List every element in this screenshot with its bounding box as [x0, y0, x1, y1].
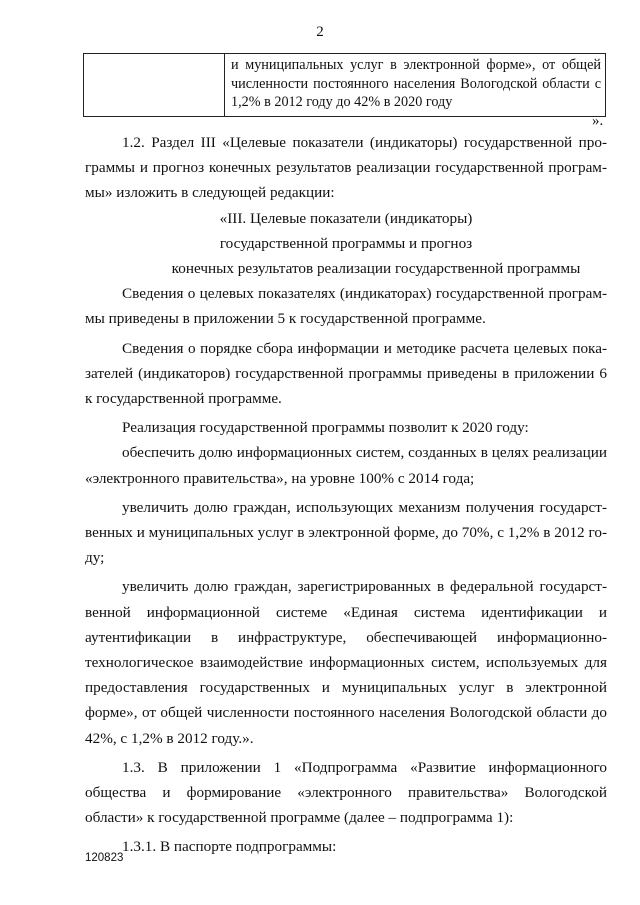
- paragraph-realization: Реализация государственной программы позволит к 2020 году:: [122, 419, 529, 437]
- paragraph-1-2: 1.2. Раздел III «Целевые показатели (индикаторы) государственной программы и прогноз конечных результатов реализации государственной программы» изложить в следующей редакции:: [85, 134, 607, 202]
- section-heading-line-2: государственной программы и прогноз: [219, 234, 473, 252]
- paragraph-1-3: 1.3. В приложении 1 «Подпрограмма «Развитие информационного общества и формирование «электронного правительства» Вологодской области» к государственной программе (далее – подпрограмма 1):: [85, 758, 607, 827]
- section-heading-line-1: «III. Целевые показатели (индикаторы): [219, 209, 473, 227]
- section-heading-line-3: конечных результатов реализации государственной программы: [171, 260, 581, 278]
- table-cell-empty: [84, 54, 225, 117]
- paragraph-methodology: Сведения о порядке сбора информации и методике расчета целевых показателей (индикаторов) государственной программы приведены в приложении 6 к государственной программе.: [85, 339, 607, 408]
- footer-code: 120823: [85, 852, 124, 864]
- closing-quote: ».: [592, 113, 604, 129]
- table-cell-text: и муниципальных услуг в электронной форме», от общей численности постоянного населения Вологодской области с 1,2% в 2012 году до 42% в 2020 году: [225, 54, 606, 117]
- paragraph-citizens-services: увеличить долю граждан, использующих механизм получения государственных и муниципальных услуг в электронной форме, до 70%, с 1,2% в 2012 году;: [85, 498, 607, 567]
- document-body: [85, 130, 607, 860]
- paragraph-citizens-registered: увеличить долю граждан, зарегистрированных в федеральной государственной информационной системе «Единая система идентификации и аутентификации в инфраструктуре, обеспечивающей информационно-технологическое взаимодействие информационных систем, используемых для предоставления государственных и муниципальных услуг в электронной форме», от общей численности постоянного населения Вологодской области до 42%, с 1,2% в 2012 году.».: [85, 578, 607, 747]
- continuation-table: [83, 53, 606, 117]
- paragraph-indicators: Сведения о целевых показателях (индикаторах) государственной программы приведены в приложении 5 к государственной программе.: [85, 285, 607, 328]
- paragraph-1-3-1: 1.3.1. В паспорте подпрограммы:: [122, 838, 337, 856]
- table-row: [84, 54, 606, 117]
- paragraph-info-systems: обеспечить долю информационных систем, созданных в целях реализации «электронного правительства», на уровне 100% с 2014 года;: [85, 444, 607, 487]
- page-number: 2: [316, 24, 324, 40]
